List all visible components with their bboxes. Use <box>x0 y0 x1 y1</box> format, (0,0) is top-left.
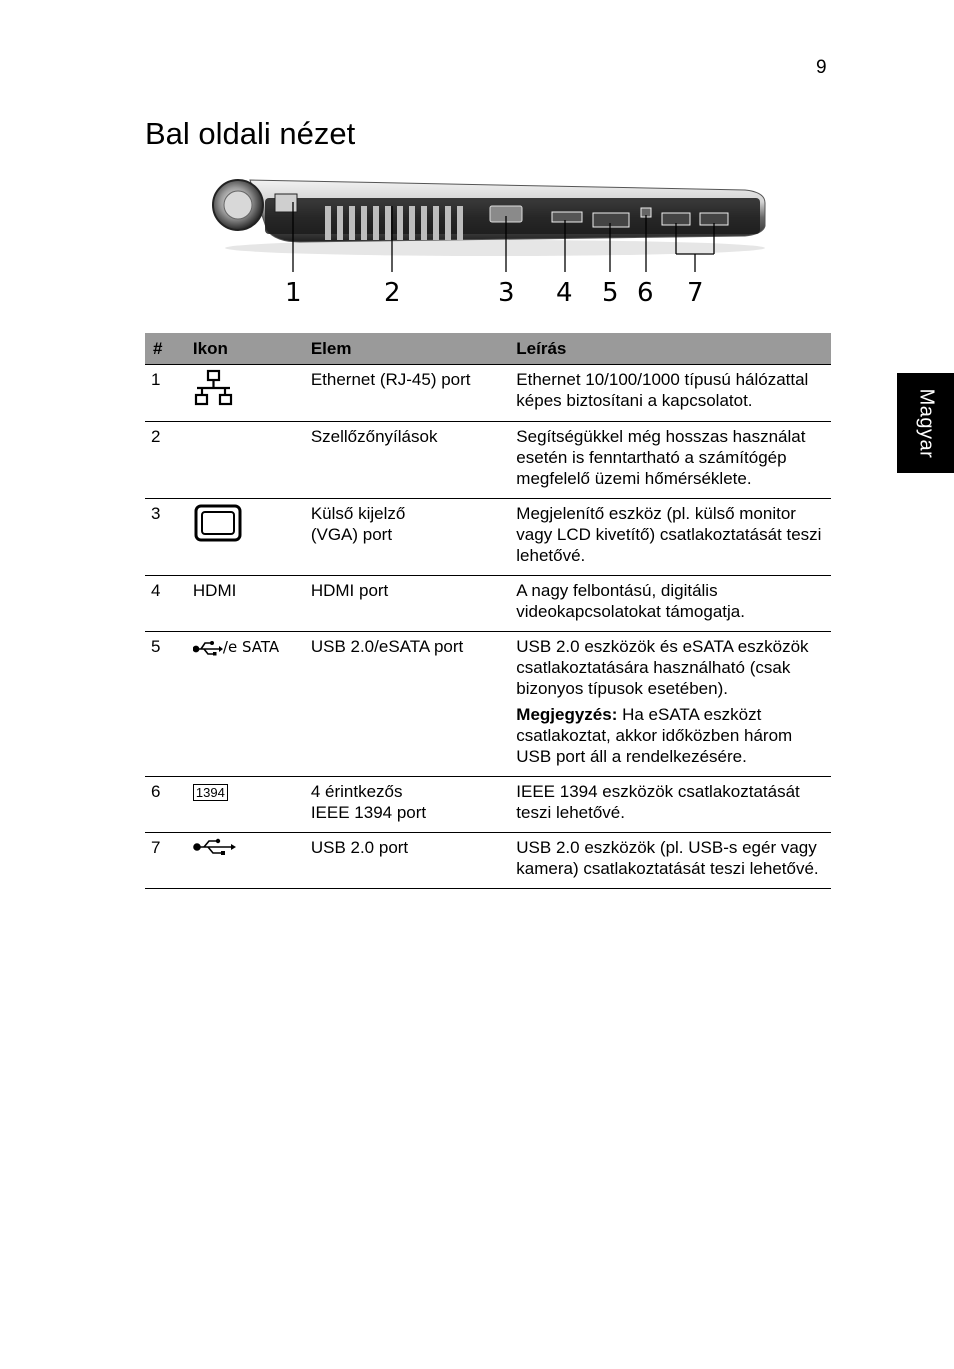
usb-icon <box>193 638 223 658</box>
callout-6: 6 <box>637 278 654 308</box>
row-desc: IEEE 1394 eszközök csatlakoztatását teszi lehetővé. <box>516 777 831 833</box>
row-desc: USB 2.0 eszközök és eSATA eszközök csatlakoztatására használható (csak bizonyos típusok esetében). <box>516 637 809 698</box>
network-icon <box>193 369 235 407</box>
page-number: 9 <box>816 57 827 78</box>
language-tab-label: Magyar <box>915 388 938 458</box>
table-row <box>145 576 831 632</box>
callout-1: 1 <box>285 278 302 308</box>
note-label: Megjegyzés: <box>516 705 618 724</box>
row-elem: USB 2.0/eSATA port <box>311 632 516 777</box>
hdmi-label: HDMI <box>193 576 311 632</box>
row-note <box>516 704 827 767</box>
row-num: 5 <box>145 632 193 777</box>
row-num: 1 <box>145 365 193 422</box>
header-elem: Elem <box>311 333 516 365</box>
header-num: # <box>145 333 193 365</box>
header-desc: Leírás <box>516 333 831 365</box>
row-elem: Szellőzőnyílások <box>311 422 516 499</box>
row-elem-line1: 4 érintkezős <box>310 782 403 801</box>
ieee1394-icon <box>193 784 228 801</box>
callout-5: 5 <box>602 278 619 308</box>
row-num: 3 <box>145 499 193 576</box>
monitor-icon <box>193 503 245 543</box>
callout-7: 7 <box>687 278 704 308</box>
esata-label: /e SATA <box>222 638 280 656</box>
table-row <box>145 365 831 422</box>
row-num: 7 <box>145 833 193 889</box>
ieee1394-label: 1394 <box>195 785 225 800</box>
row-icon-empty <box>193 422 311 499</box>
row-elem: Ethernet (RJ-45) port <box>311 365 516 422</box>
callout-3: 3 <box>498 278 515 308</box>
table-row <box>145 422 831 499</box>
usb-icon <box>193 837 237 857</box>
row-desc: A nagy felbontású, digitális videokapcsolatokat támogatja. <box>516 576 831 632</box>
table-header-row <box>145 333 831 365</box>
row-elem-line1: Külső kijelző <box>310 504 406 523</box>
header-icon: Ikon <box>193 333 311 365</box>
row-elem-line2: IEEE 1394 port <box>310 803 427 822</box>
callout-2: 2 <box>384 278 401 308</box>
row-elem-line2: (VGA) port <box>310 525 393 544</box>
row-desc: Megjelenítő eszköz (pl. külső monitor vagy LCD kivetítő) csatlakoztatását teszi lehetővé. <box>516 499 831 576</box>
row-elem: HDMI port <box>311 576 516 632</box>
page-title: Bal oldali nézet <box>145 116 356 151</box>
table-row <box>145 777 831 833</box>
row-desc: USB 2.0 eszközök (pl. USB-s egér vagy kamera) csatlakoztatását teszi lehetővé. <box>516 833 831 889</box>
row-num: 2 <box>145 422 193 499</box>
row-desc: Ethernet 10/100/1000 típusú hálózattal képes biztosítani a kapcsolatot. <box>516 365 831 422</box>
row-desc: Segítségükkel még hosszas használat esetén is fenntartható a számítógép megfelelő üzemi hőmérséklete. <box>516 422 831 499</box>
callout-4: 4 <box>556 278 573 308</box>
row-elem: USB 2.0 port <box>311 833 516 889</box>
table-row <box>145 833 831 889</box>
laptop-left-side-figure <box>205 168 780 318</box>
table-row <box>145 632 831 777</box>
note-text: Ha eSATA eszközt csatlakoztat, akkor időközben három USB port áll a rendelkezésére. <box>516 705 793 766</box>
ports-table <box>145 333 831 889</box>
language-tab <box>897 373 954 473</box>
row-num: 6 <box>145 777 193 833</box>
table-row <box>145 499 831 576</box>
row-num: 4 <box>145 576 193 632</box>
